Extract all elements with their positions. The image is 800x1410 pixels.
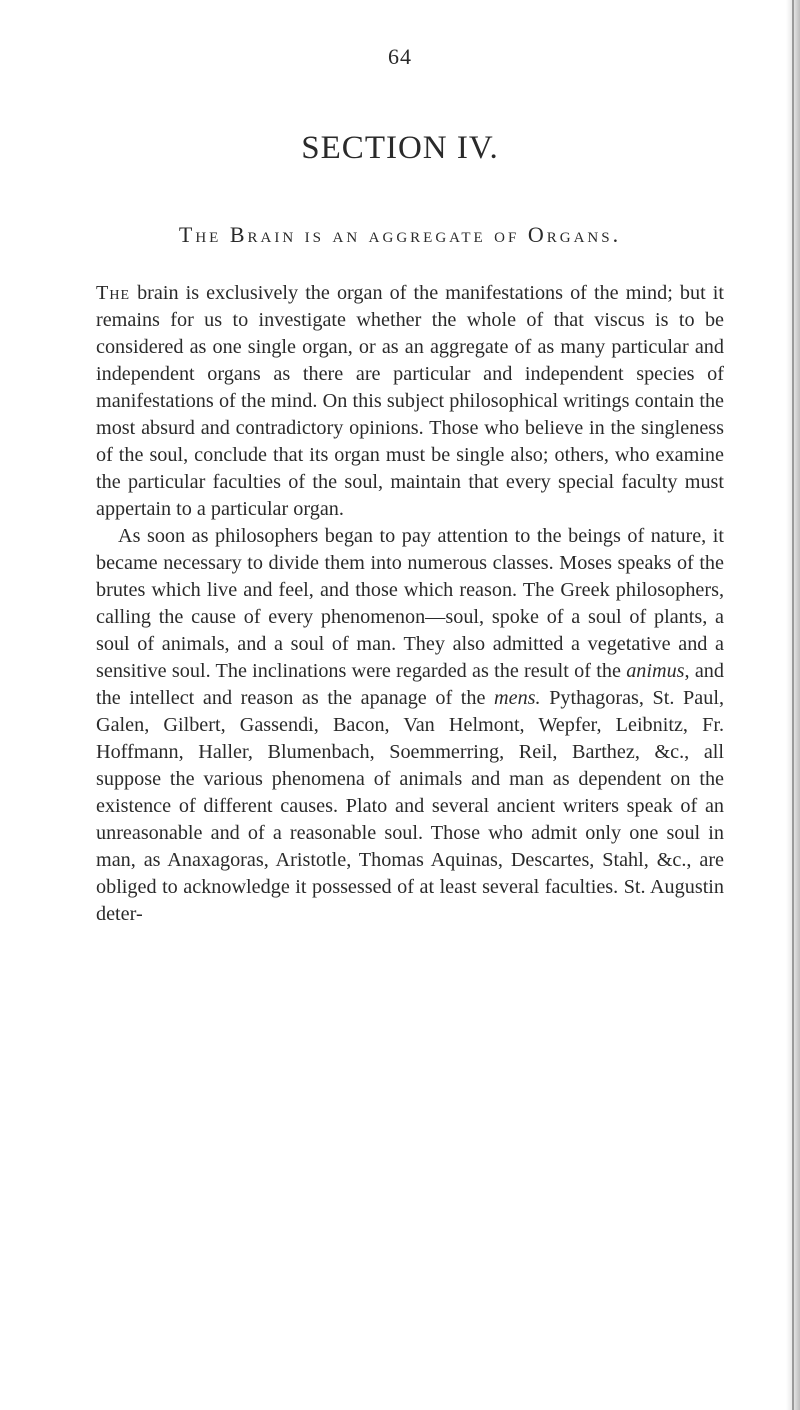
paragraph-1-text: brain is exclusively the organ of the manifestations of the mind; but it remains for us to investigate whether the whole of that viscus is to be considered as one single organ, or as an aggregate of as many particular and independent organs as there are particular and independent species of manifestations of the mind. On this subject philosophical writings contain the most absurd and contradictory opinions. Those who believe in the singleness of the soul, conclude that its organ must be single also; others, who examine the particular faculties of the soul, maintain that every special faculty must appertain to a particular organ. — [96, 282, 724, 520]
paragraph-2-text-part1: As soon as philosophers began to pay attention to the beings of nature, it became necessary to divide them into numerous classes. Moses speaks of the brutes which live and feel, and those which reason. The Greek philosophers, calling the cause of every phenomenon—soul, spoke of a soul of plants, a soul of animals, and a soul of man. They also admitted a vegetative and a sensitive soul. The inclinations were regarded as the result of the — [96, 525, 724, 682]
paragraph-2 — [96, 523, 724, 928]
paragraph-1 — [96, 280, 724, 523]
page-number: 64 — [388, 44, 412, 69]
section-subtitle: The Brain is an aggregate of Organs. — [178, 222, 622, 247]
italic-term-mens: mens. — [494, 687, 541, 709]
paragraph-lead-word: The — [96, 282, 130, 304]
paragraph-2-text-part3: Pythagoras, St. Paul, Galen, Gilbert, Gassendi, Bacon, Van Helmont, Wepfer, Leibnitz, Fr. Hoffmann, Haller, Blumenbach, Soemmerring, Reil, Barthez, &c., all suppose the various phenomena of animals and man as dependent on the existence of different causes. Plato and several ancient writers speak of an unreasonable and of a reasonable soul. Those who admit only one soul in man, as Anaxagoras, Aristotle, Thomas Aquinas, Descartes, Stahl, &c., are obliged to acknowledge it possessed of at least several faculties. St. Augustin deter- — [96, 687, 724, 925]
italic-term-animus: animus — [626, 660, 685, 682]
page-edge-line — [792, 0, 794, 1410]
section-heading: SECTION IV. — [301, 130, 499, 166]
body-text — [96, 280, 724, 928]
paragraph-2-text-part2: , and the intellect and reason as the apanage of the — [96, 660, 724, 709]
